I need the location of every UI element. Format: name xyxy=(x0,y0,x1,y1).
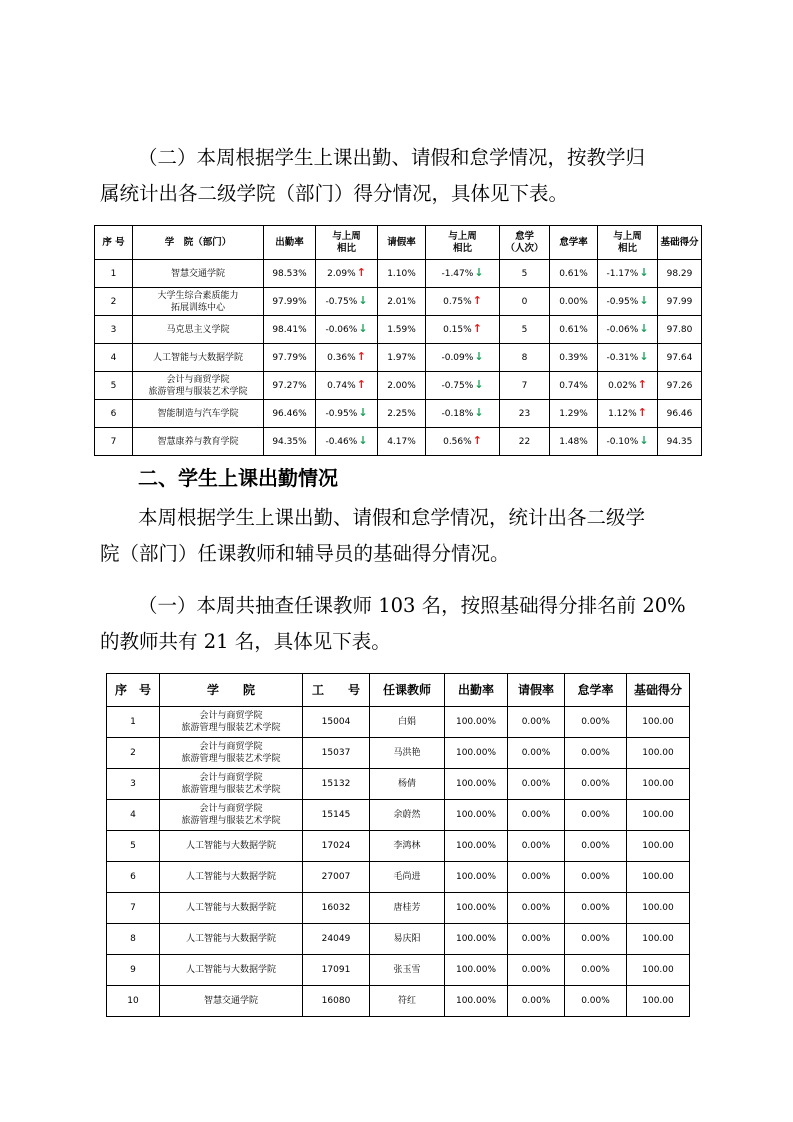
truant-rate: 1.29% xyxy=(550,400,598,428)
teacher-name: 杨倩 xyxy=(370,769,445,800)
attendance-rate: 100.00% xyxy=(445,831,508,862)
down-arrow-icon: ↓ xyxy=(474,378,484,391)
row-number: 9 xyxy=(107,955,160,986)
attendance-rate: 100.00% xyxy=(445,707,508,738)
table-row xyxy=(107,893,690,924)
compare-cell xyxy=(316,260,378,288)
down-arrow-icon: ↓ xyxy=(358,294,368,307)
down-arrow-icon: ↓ xyxy=(639,266,649,279)
row-number: 2 xyxy=(95,288,133,316)
teacher-table-header-cell: 学 院 xyxy=(160,674,303,707)
teacher-table-header-cell: 请假率 xyxy=(508,674,565,707)
college-table-header-cell: 出勤率 xyxy=(264,226,316,260)
attendance-rate: 96.46% xyxy=(264,400,316,428)
compare-value: 2.09% xyxy=(327,269,356,279)
down-arrow-icon: ↓ xyxy=(358,322,368,335)
teacher-table-header xyxy=(107,674,690,707)
row-number: 8 xyxy=(107,924,160,955)
section2-paragraph xyxy=(100,500,695,572)
attendance-rate: 97.79% xyxy=(264,344,316,372)
college-table-header-cell: 序 号 xyxy=(95,226,133,260)
table-row xyxy=(95,372,702,400)
college-name: 人工智能与大数据学院 xyxy=(160,955,303,986)
compare-cell xyxy=(316,372,378,400)
row-number: 5 xyxy=(95,372,133,400)
table-row xyxy=(95,288,702,316)
compare-cell xyxy=(598,344,658,372)
teacher-name: 白娟 xyxy=(370,707,445,738)
compare-value: -0.09% xyxy=(441,353,474,363)
compare-value: 0.36% xyxy=(327,353,356,363)
down-arrow-icon: ↓ xyxy=(358,434,368,447)
up-arrow-icon: ↑ xyxy=(637,406,647,419)
attendance-rate: 98.41% xyxy=(264,316,316,344)
attendance-rate: 98.53% xyxy=(264,260,316,288)
truant-count: 22 xyxy=(500,428,550,456)
compare-value: -0.95% xyxy=(606,297,639,307)
truant-rate: 0.00% xyxy=(565,986,627,1017)
college-table-header-cell: 怠学率 xyxy=(550,226,598,260)
employee-id: 24049 xyxy=(303,924,370,955)
up-arrow-icon: ↑ xyxy=(356,266,366,279)
attendance-rate: 100.00% xyxy=(445,955,508,986)
down-arrow-icon: ↓ xyxy=(639,434,649,447)
college-name: 智慧交通学院 xyxy=(133,260,264,288)
teacher-table-header-cell: 序 号 xyxy=(107,674,160,707)
truant-rate: 0.00% xyxy=(565,893,627,924)
base-score: 100.00 xyxy=(627,738,690,769)
base-score: 98.29 xyxy=(658,260,702,288)
compare-value: 1.12% xyxy=(608,409,637,419)
compare-value: -0.75% xyxy=(441,381,474,391)
row-number: 6 xyxy=(95,400,133,428)
truant-rate: 0.00% xyxy=(565,831,627,862)
table-row xyxy=(95,316,702,344)
employee-id: 17024 xyxy=(303,831,370,862)
section1-line-1: （二）本周根据学生上课出勤、请假和怠学情况，按教学归 xyxy=(138,146,646,169)
college-table-header-cell: 请假率 xyxy=(378,226,426,260)
truant-count: 8 xyxy=(500,344,550,372)
compare-value: -0.46% xyxy=(325,437,358,447)
down-arrow-icon: ↓ xyxy=(639,350,649,363)
college-table-header-cell: 基础得分 xyxy=(658,226,702,260)
table-row xyxy=(107,738,690,769)
compare-value: 0.75% xyxy=(443,297,472,307)
row-number: 3 xyxy=(107,769,160,800)
teacher-name: 张玉雪 xyxy=(370,955,445,986)
truant-count: 23 xyxy=(500,400,550,428)
teacher-score-table xyxy=(106,673,690,1017)
compare-value: -0.06% xyxy=(606,325,639,335)
compare-cell xyxy=(426,260,500,288)
leave-rate: 0.00% xyxy=(508,862,565,893)
teacher-name: 余蔚然 xyxy=(370,800,445,831)
college-name: 马克思主义学院 xyxy=(133,316,264,344)
base-score: 100.00 xyxy=(627,862,690,893)
leave-rate: 4.17% xyxy=(378,428,426,456)
college-name: 人工智能与大数据学院 xyxy=(133,344,264,372)
employee-id: 16080 xyxy=(303,986,370,1017)
table-row xyxy=(107,862,690,893)
leave-rate: 1.97% xyxy=(378,344,426,372)
teacher-name: 马洪艳 xyxy=(370,738,445,769)
compare-cell xyxy=(316,400,378,428)
truant-rate: 0.00% xyxy=(565,955,627,986)
leave-rate: 1.10% xyxy=(378,260,426,288)
truant-rate: 0.00% xyxy=(565,738,627,769)
truant-count: 5 xyxy=(500,260,550,288)
base-score: 96.46 xyxy=(658,400,702,428)
employee-id: 17091 xyxy=(303,955,370,986)
compare-value: -0.10% xyxy=(606,437,639,447)
employee-id: 15145 xyxy=(303,800,370,831)
college-name: 人工智能与大数据学院 xyxy=(160,831,303,862)
row-number: 5 xyxy=(107,831,160,862)
up-arrow-icon: ↑ xyxy=(472,294,482,307)
compare-cell xyxy=(598,260,658,288)
compare-value: -0.75% xyxy=(325,297,358,307)
compare-value: -0.18% xyxy=(441,409,474,419)
employee-id: 15132 xyxy=(303,769,370,800)
college-name: 智慧交通学院 xyxy=(160,986,303,1017)
leave-rate: 0.00% xyxy=(508,955,565,986)
attendance-rate: 100.00% xyxy=(445,893,508,924)
compare-value: -1.47% xyxy=(441,269,474,279)
base-score: 97.80 xyxy=(658,316,702,344)
college-name: 人工智能与大数据学院 xyxy=(160,893,303,924)
compare-cell xyxy=(598,288,658,316)
truant-rate: 0.00% xyxy=(565,924,627,955)
employee-id: 15037 xyxy=(303,738,370,769)
college-table-header xyxy=(95,226,702,260)
compare-cell xyxy=(426,428,500,456)
college-name: 人工智能与大数据学院 xyxy=(160,862,303,893)
employee-id: 27007 xyxy=(303,862,370,893)
table-row xyxy=(107,955,690,986)
truant-rate: 0.00% xyxy=(565,862,627,893)
compare-value: 0.56% xyxy=(443,437,472,447)
leave-rate: 2.00% xyxy=(378,372,426,400)
college-name: 会计与商贸学院 旅游管理与服装艺术学院 xyxy=(133,372,264,400)
table-row xyxy=(95,260,702,288)
compare-cell xyxy=(426,400,500,428)
compare-value: 0.02% xyxy=(608,381,637,391)
base-score: 100.00 xyxy=(627,800,690,831)
row-number: 7 xyxy=(95,428,133,456)
compare-cell xyxy=(426,288,500,316)
attendance-rate: 100.00% xyxy=(445,986,508,1017)
teacher-table-header-cell: 出勤率 xyxy=(445,674,508,707)
base-score: 97.99 xyxy=(658,288,702,316)
truant-rate: 0.00% xyxy=(550,288,598,316)
base-score: 100.00 xyxy=(627,893,690,924)
section2-sub-line-1: （一）本周共抽查任课教师 103 名，按照基础得分排名前 20% xyxy=(138,594,686,617)
college-table-header-cell: 与上周 相比 xyxy=(598,226,658,260)
attendance-rate: 97.99% xyxy=(264,288,316,316)
compare-cell xyxy=(598,400,658,428)
compare-cell xyxy=(316,316,378,344)
compare-cell xyxy=(316,344,378,372)
base-score: 100.00 xyxy=(627,831,690,862)
teacher-table-header-cell: 任课教师 xyxy=(370,674,445,707)
attendance-rate: 100.00% xyxy=(445,769,508,800)
college-table-header-cell: 学 院（部门） xyxy=(133,226,264,260)
base-score: 94.35 xyxy=(658,428,702,456)
employee-id: 16032 xyxy=(303,893,370,924)
teacher-name: 唐桂芳 xyxy=(370,893,445,924)
teacher-table-header-cell: 怠学率 xyxy=(565,674,627,707)
down-arrow-icon: ↓ xyxy=(474,350,484,363)
base-score: 100.00 xyxy=(627,955,690,986)
down-arrow-icon: ↓ xyxy=(639,322,649,335)
compare-cell xyxy=(316,288,378,316)
teacher-name: 李鸿林 xyxy=(370,831,445,862)
college-table-header-cell: 与上周 相比 xyxy=(426,226,500,260)
down-arrow-icon: ↓ xyxy=(358,406,368,419)
attendance-rate: 100.00% xyxy=(445,800,508,831)
compare-cell xyxy=(426,344,500,372)
table-row xyxy=(107,769,690,800)
leave-rate: 2.25% xyxy=(378,400,426,428)
table-row xyxy=(95,344,702,372)
section2-heading: 二、学生上课出勤情况 xyxy=(138,466,338,490)
college-name: 大学生综合素质能力 拓展训练中心 xyxy=(133,288,264,316)
row-number: 4 xyxy=(95,344,133,372)
table-row xyxy=(107,707,690,738)
leave-rate: 0.00% xyxy=(508,986,565,1017)
compare-cell xyxy=(598,428,658,456)
college-name: 会计与商贸学院 旅游管理与服装艺术学院 xyxy=(160,800,303,831)
table-row xyxy=(107,924,690,955)
section2-sub-paragraph xyxy=(100,588,695,660)
compare-cell xyxy=(316,428,378,456)
section1-line-2: 属统计出各二级学院（部门）得分情况，具体见下表。 xyxy=(100,182,569,205)
college-name: 会计与商贸学院 旅游管理与服装艺术学院 xyxy=(160,738,303,769)
truant-count: 5 xyxy=(500,316,550,344)
leave-rate: 0.00% xyxy=(508,924,565,955)
compare-value: -0.06% xyxy=(325,325,358,335)
table-row xyxy=(95,428,702,456)
table-row xyxy=(107,986,690,1017)
college-name: 智慧康养与教育学院 xyxy=(133,428,264,456)
teacher-name: 易庆阳 xyxy=(370,924,445,955)
leave-rate: 0.00% xyxy=(508,893,565,924)
teacher-name: 毛尚进 xyxy=(370,862,445,893)
table-row xyxy=(107,800,690,831)
college-table-header-cell: 怠学 （人次） xyxy=(500,226,550,260)
row-number: 1 xyxy=(107,707,160,738)
truant-rate: 0.00% xyxy=(565,707,627,738)
section2-line-1: 本周根据学生上课出勤、请假和怠学情况，统计出各二级学 xyxy=(138,506,646,529)
compare-value: -0.95% xyxy=(325,409,358,419)
compare-value: -0.31% xyxy=(606,353,639,363)
attendance-rate: 97.27% xyxy=(264,372,316,400)
truant-count: 0 xyxy=(500,288,550,316)
college-name: 智能制造与汽车学院 xyxy=(133,400,264,428)
row-number: 3 xyxy=(95,316,133,344)
college-score-table xyxy=(94,225,702,456)
row-number: 1 xyxy=(95,260,133,288)
base-score: 100.00 xyxy=(627,986,690,1017)
truant-rate: 0.61% xyxy=(550,316,598,344)
base-score: 100.00 xyxy=(627,769,690,800)
attendance-rate: 100.00% xyxy=(445,738,508,769)
down-arrow-icon: ↓ xyxy=(639,294,649,307)
row-number: 6 xyxy=(107,862,160,893)
truant-rate: 0.00% xyxy=(565,800,627,831)
teacher-name: 符红 xyxy=(370,986,445,1017)
up-arrow-icon: ↑ xyxy=(356,350,366,363)
teacher-table-header-cell: 工 号 xyxy=(303,674,370,707)
section1-paragraph xyxy=(100,140,695,212)
compare-cell xyxy=(426,316,500,344)
table-row xyxy=(95,400,702,428)
compare-value: 0.15% xyxy=(443,325,472,335)
compare-cell xyxy=(598,316,658,344)
section2-sub-line-2: 的教师共有 21 名，具体见下表。 xyxy=(100,630,391,653)
attendance-rate: 100.00% xyxy=(445,862,508,893)
down-arrow-icon: ↓ xyxy=(474,266,484,279)
college-name: 人工智能与大数据学院 xyxy=(160,924,303,955)
leave-rate: 0.00% xyxy=(508,831,565,862)
table-row xyxy=(107,831,690,862)
row-number: 4 xyxy=(107,800,160,831)
attendance-rate: 100.00% xyxy=(445,924,508,955)
up-arrow-icon: ↑ xyxy=(356,378,366,391)
up-arrow-icon: ↑ xyxy=(472,322,482,335)
truant-rate: 0.39% xyxy=(550,344,598,372)
truant-count: 7 xyxy=(500,372,550,400)
up-arrow-icon: ↑ xyxy=(472,434,482,447)
leave-rate: 2.01% xyxy=(378,288,426,316)
truant-rate: 0.00% xyxy=(565,769,627,800)
leave-rate: 0.00% xyxy=(508,769,565,800)
base-score: 97.26 xyxy=(658,372,702,400)
row-number: 2 xyxy=(107,738,160,769)
base-score: 100.00 xyxy=(627,707,690,738)
compare-value: 0.74% xyxy=(327,381,356,391)
leave-rate: 1.59% xyxy=(378,316,426,344)
compare-cell xyxy=(598,372,658,400)
up-arrow-icon: ↑ xyxy=(637,378,647,391)
base-score: 97.64 xyxy=(658,344,702,372)
college-name: 会计与商贸学院 旅游管理与服装艺术学院 xyxy=(160,707,303,738)
college-name: 会计与商贸学院 旅游管理与服装艺术学院 xyxy=(160,769,303,800)
leave-rate: 0.00% xyxy=(508,800,565,831)
teacher-table-header-cell: 基础得分 xyxy=(627,674,690,707)
base-score: 100.00 xyxy=(627,924,690,955)
truant-rate: 0.74% xyxy=(550,372,598,400)
truant-rate: 1.48% xyxy=(550,428,598,456)
employee-id: 15004 xyxy=(303,707,370,738)
compare-cell xyxy=(426,372,500,400)
row-number: 10 xyxy=(107,986,160,1017)
attendance-rate: 94.35% xyxy=(264,428,316,456)
truant-rate: 0.61% xyxy=(550,260,598,288)
compare-value: -1.17% xyxy=(606,269,639,279)
down-arrow-icon: ↓ xyxy=(474,406,484,419)
leave-rate: 0.00% xyxy=(508,707,565,738)
section2-line-2: 院（部门）任课教师和辅导员的基础得分情况。 xyxy=(100,542,510,565)
row-number: 7 xyxy=(107,893,160,924)
leave-rate: 0.00% xyxy=(508,738,565,769)
college-table-header-cell: 与上周 相比 xyxy=(316,226,378,260)
